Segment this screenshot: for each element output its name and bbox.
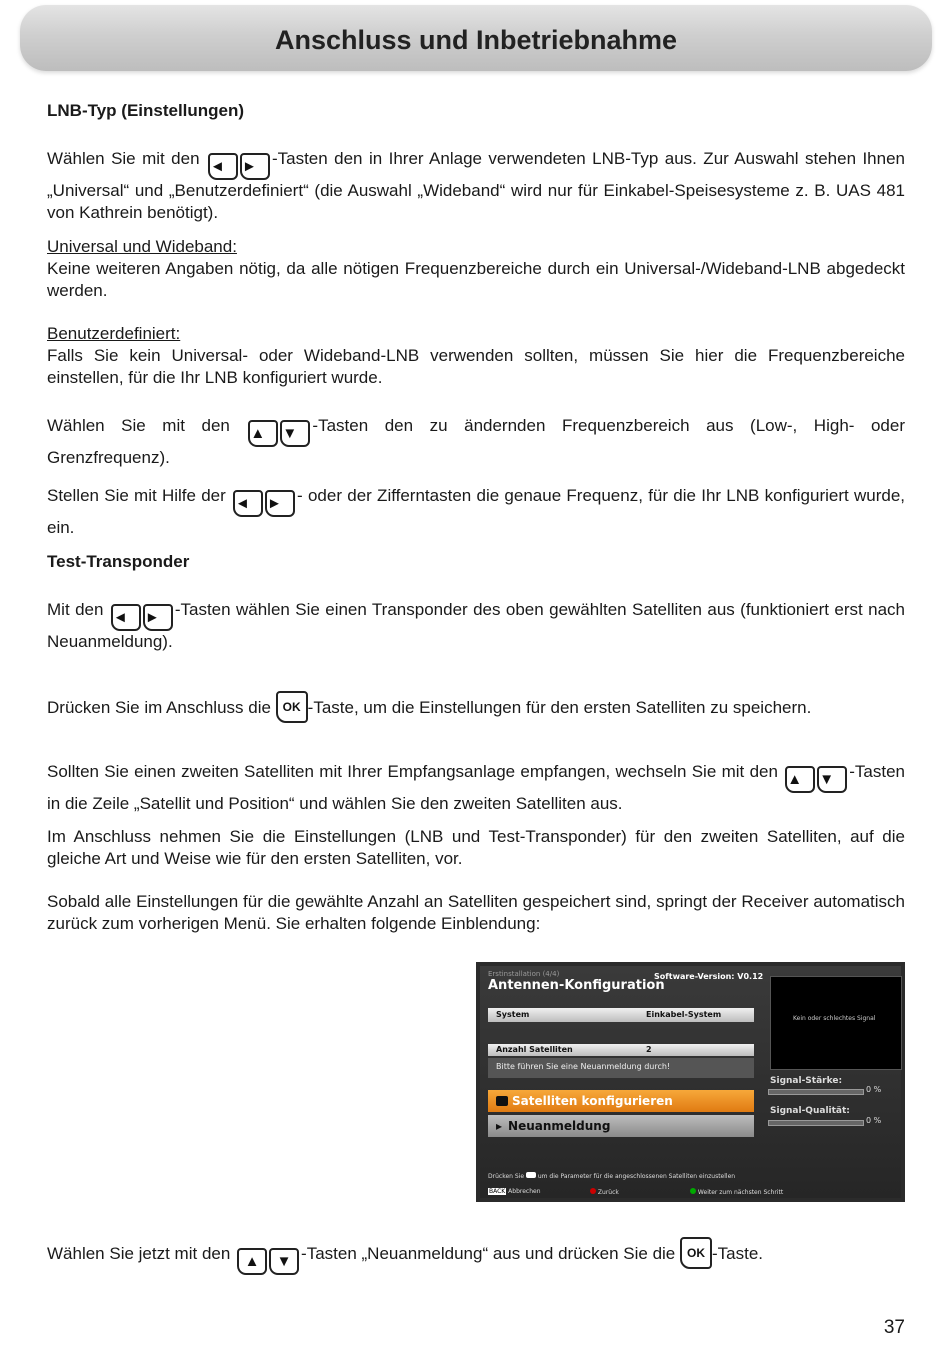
- done-paragraph: Sobald alle Einstellungen für die gewählte Anzahl an Satelliten gespeichert sind, springt der Receiver automatisch zurück zum vorherigen Menü. Sie erhalten folgende Einblendung:: [47, 892, 905, 933]
- right-key-icon: ►: [143, 604, 173, 631]
- custom-heading: Benutzerdefiniert:: [47, 324, 181, 343]
- menu-item-configure-satellites[interactable]: Satelliten konfigurieren: [488, 1090, 754, 1112]
- up-down-keys-icon: [785, 766, 847, 793]
- ok-icon: [496, 1096, 508, 1106]
- screenshot-frame: [480, 966, 901, 1198]
- ok-icon: [526, 1172, 536, 1178]
- left-key-icon: ◄: [233, 490, 263, 517]
- footer-hint: Drücken Sie um die Parameter für die angeschlossenen Satelliten einzustellen: [488, 1173, 736, 1180]
- down-key-icon: ▼: [269, 1248, 299, 1275]
- left-key-icon: ◄: [208, 153, 238, 180]
- then-paragraph: Im Anschluss nehmen Sie die Einstellungen (LNB und Test-Transponder) für den zweiten Satelliten, auf die gleiche Art und Weise wie für den ersten Satelliten, vor.: [47, 827, 905, 868]
- signal-quality-label: Signal-Qualität:: [770, 1106, 850, 1116]
- test-paragraph: Mit den ◄ ► -Tasten wählen Sie einen Transponder des oben gewählten Satelliten aus (funktioniert erst nach Neuanmeldung).: [47, 600, 905, 651]
- up-down-keys-icon: [237, 1248, 299, 1275]
- ok-paragraph: Drücken Sie im Anschluss die OK -Taste, um die Einstellungen für den ersten Satelliten zu speichern.: [47, 691, 905, 723]
- arrow-right-icon: ▸: [496, 1119, 503, 1133]
- universal-text: Keine weiteren Angaben nötig, da alle nötigen Frequenzbereiche durch ein Universal-/Wideband-LNB abgedeckt werden.: [47, 259, 905, 300]
- down-key-icon: ▼: [817, 766, 847, 793]
- ok-key-icon: OK: [680, 1237, 712, 1269]
- screenshot-version: Software-Version: V0.12: [654, 972, 764, 981]
- signal-quality-meter: [768, 1120, 864, 1126]
- up-key-icon: ▲: [785, 766, 815, 793]
- left-right-keys-icon: [111, 604, 173, 631]
- signal-strength-meter: [768, 1089, 864, 1095]
- red-button-icon: [590, 1188, 596, 1194]
- lnb-paragraph: Wählen Sie mit den ◄ ► -Tasten den in Ihrer Anlage verwendeten LNB-Typ aus. Zur Auswahl stehen Ihnen „Universal“ und „Benutzerdefiniert“ (die Auswahl „Wideband“ wird nur für Einkabel-Speisesysteme z. B. UAS 481 von Kathrein benötigt).: [47, 149, 905, 222]
- leftright-paragraph: Stellen Sie mit Hilfe der ◄ ► - oder der Zifferntasten die genaue Frequenz, für die Ihr LNB konfiguriert wurde, ein.: [47, 486, 906, 537]
- left-right-keys-icon: [233, 490, 295, 517]
- left-right-keys-icon: [208, 153, 270, 180]
- up-key-icon: ▲: [237, 1248, 267, 1275]
- updown-paragraph: Wählen Sie mit den ▲ ▼ -Tasten den zu ändernden Frequenzbereich aus (Low-, High- oder Grenzfrequenz).: [47, 416, 905, 467]
- footer-next: Weiter zum nächsten Schritt: [690, 1188, 783, 1196]
- footer-cancel: BACK Abbrechen: [489, 1188, 541, 1195]
- rescan-hint: Bitte führen Sie eine Neuanmeldung durch!: [488, 1058, 754, 1078]
- up-down-keys-icon: [248, 420, 310, 447]
- right-key-icon: ►: [240, 153, 270, 180]
- left-key-icon: ◄: [111, 604, 141, 631]
- page-header: [20, 5, 932, 71]
- down-key-icon: ▼: [280, 420, 310, 447]
- tv-preview-label: Kein oder schlechtes Signal: [793, 1015, 876, 1022]
- final-paragraph: Wählen Sie jetzt mit den ▲ ▼ -Tasten „Neuanmeldung“ aus und drücken Sie die OK -Taste.: [47, 1237, 905, 1275]
- screenshot-title: Antennen-Konfiguration: [488, 978, 665, 993]
- lnb-heading: LNB-Typ (Einstellungen): [47, 101, 245, 120]
- system-row[interactable]: System Einkabel-System: [488, 1008, 754, 1022]
- second-satellite-paragraph: Sollten Sie einen zweiten Satelliten mit Ihrer Empfangsanlage empfangen, wechseln Sie mit den ▲ ▼ -Tasten in die Zeile „Satellit und Position“ und wählen Sie den zweiten Satelliten aus.: [47, 762, 905, 813]
- menu-item-rescan[interactable]: ▸ Neuanmeldung: [488, 1115, 754, 1137]
- signal-strength-label: Signal-Stärke:: [770, 1076, 843, 1086]
- ok-key-icon: OK: [276, 691, 308, 723]
- page-title: Anschluss und Inbetriebnahme: [274, 25, 678, 55]
- satellite-count-row[interactable]: Anzahl Satelliten 2: [488, 1044, 754, 1056]
- screenshot-breadcrumb: Erstinstallation (4/4): [488, 970, 560, 978]
- receiver-screenshot: [476, 962, 905, 1202]
- tv-preview: [770, 976, 902, 1070]
- up-key-icon: ▲: [248, 420, 278, 447]
- signal-quality-value: 0 %: [866, 1116, 882, 1125]
- signal-strength-value: 0 %: [866, 1085, 882, 1094]
- test-heading: Test-Transponder: [47, 552, 190, 571]
- green-button-icon: [690, 1188, 696, 1194]
- footer-back: Zurück: [590, 1188, 619, 1196]
- universal-heading: Universal und Wideband:: [47, 237, 237, 256]
- right-key-icon: ►: [265, 490, 295, 517]
- custom-text: Falls Sie kein Universal- oder Wideband-LNB verwenden sollten, müssen Sie hier die Frequenzbereiche einstellen, für die Ihr LNB konfiguriert wurde.: [47, 346, 905, 387]
- page-number: 37: [883, 1317, 905, 1338]
